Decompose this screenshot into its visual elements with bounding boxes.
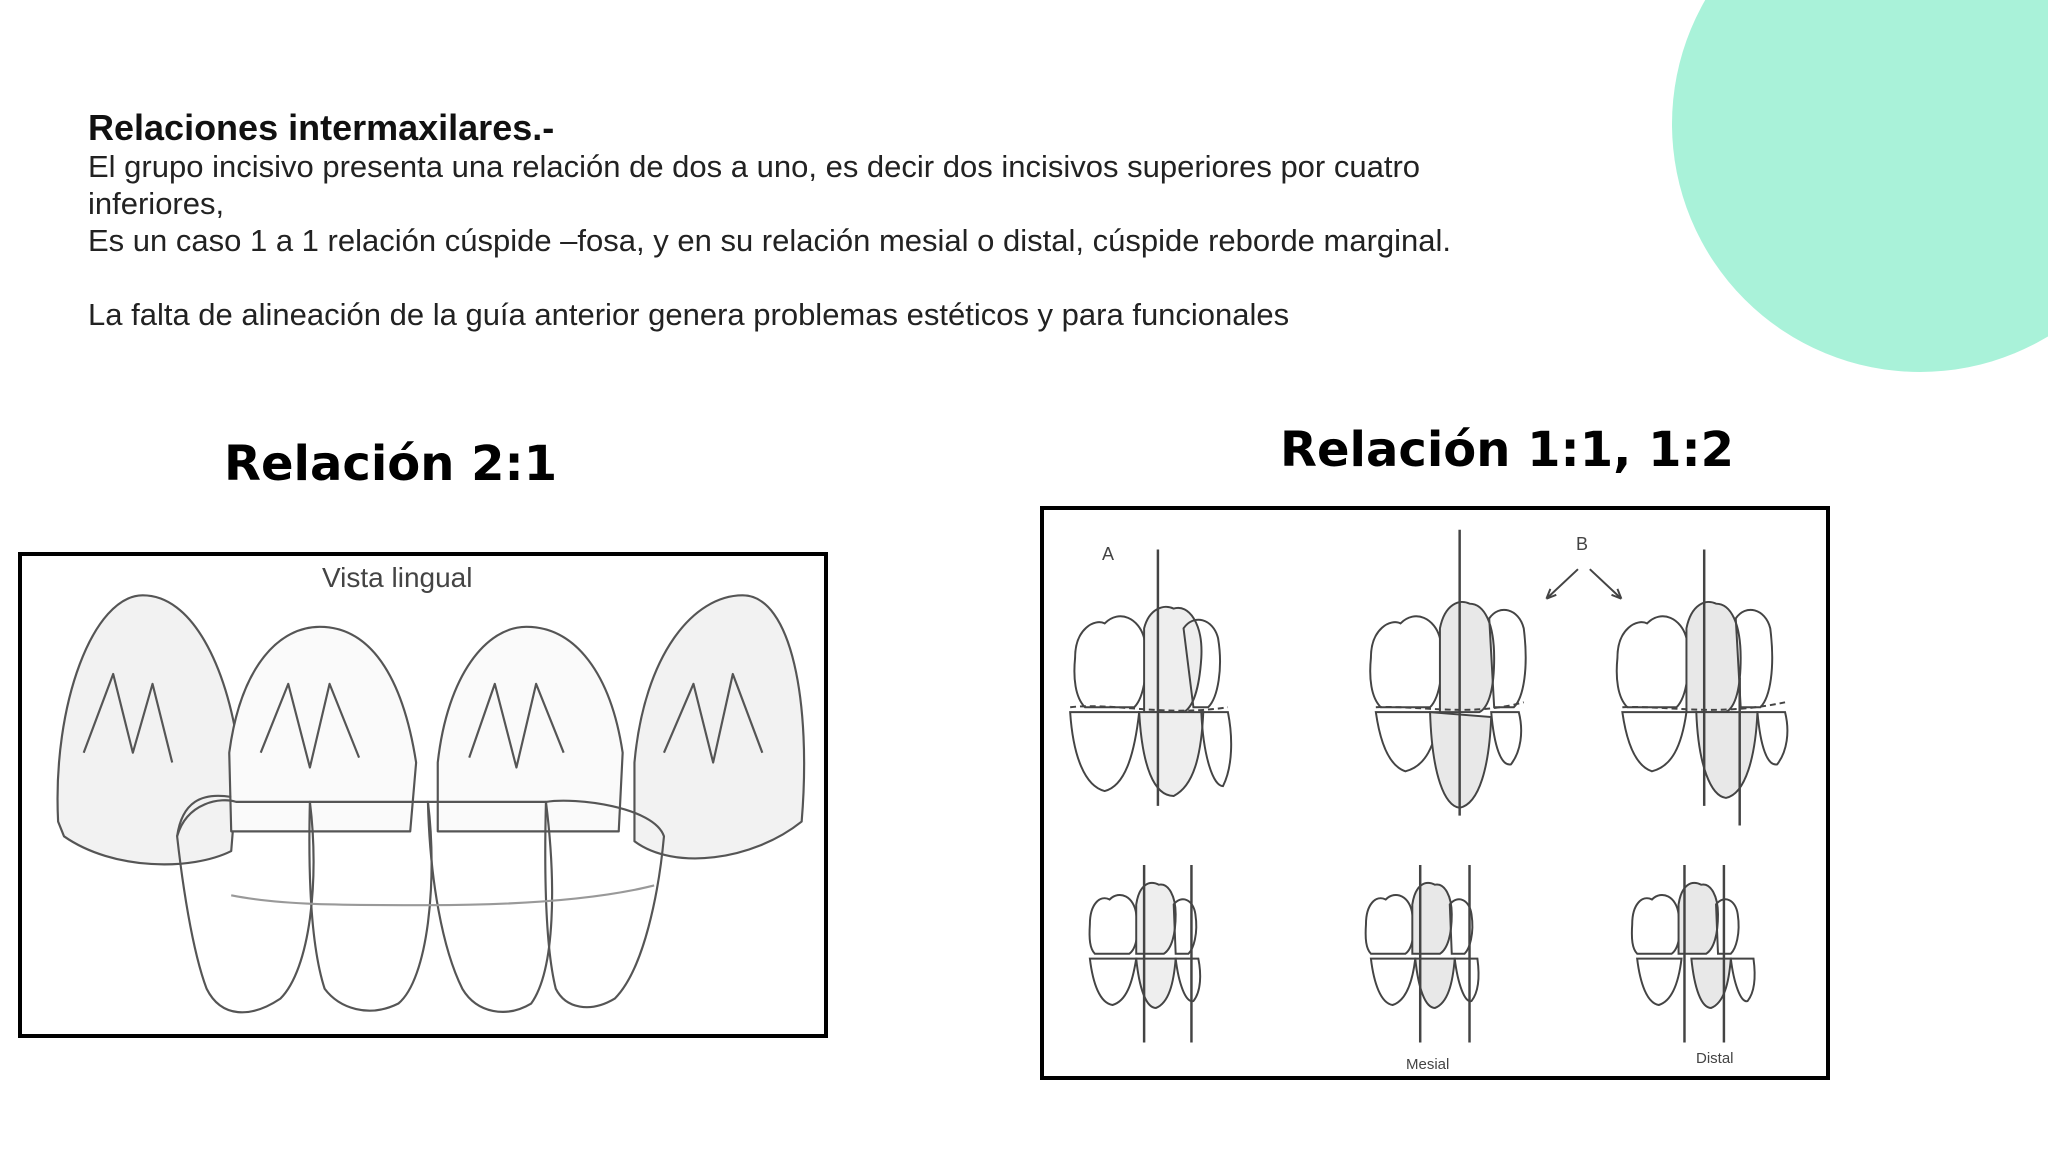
figure-right-title: Relación 1:1, 1:2 [1280, 422, 1735, 478]
incisors-lingual-drawing [22, 556, 824, 1034]
label-a: A [1102, 544, 1115, 564]
paragraph-line-3: Es un caso 1 a 1 relación cúspide –fosa, y en su relación mesial o distal, cúspide reborde marginal. [88, 223, 1452, 258]
figure-left-title: Relación 2:1 [224, 436, 558, 492]
paragraph-line-1: El grupo incisivo presenta una relación de dos a uno, es decir dos incisivos superiores por cuatro [88, 149, 1421, 184]
occlusion-diagrams-drawing [1044, 510, 1826, 1076]
label-distal: Distal [1696, 1050, 1734, 1067]
slide-heading: Relaciones intermaxilares.- [88, 107, 555, 148]
paragraph-line-4: La falta de alineación de la guía anterior genera problemas estéticos y para funcionales [88, 297, 1290, 332]
vista-lingual-label: Vista lingual [322, 562, 473, 593]
figure-right-image [1040, 506, 1830, 1080]
figure-left-image [18, 552, 828, 1038]
label-b: B [1576, 534, 1589, 554]
label-mesial: Mesial [1406, 1056, 1450, 1073]
slide-text [88, 108, 1828, 333]
paragraph-line-2: inferiores, [88, 186, 225, 221]
